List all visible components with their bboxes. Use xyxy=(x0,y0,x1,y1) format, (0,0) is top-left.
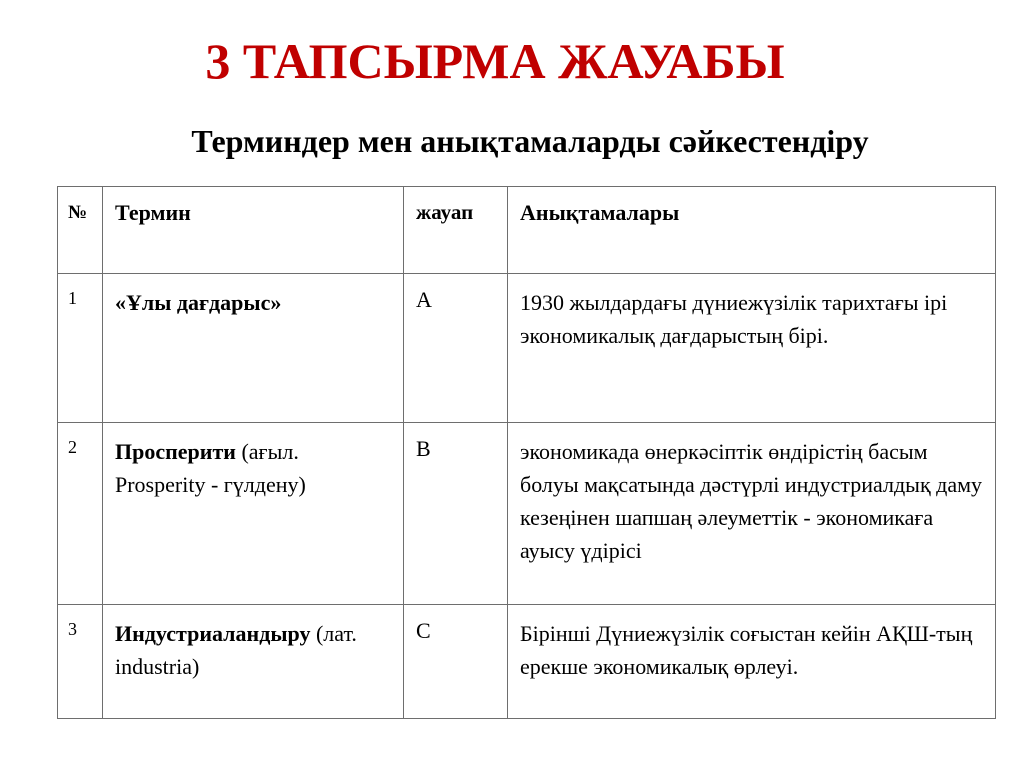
row-definition-cell xyxy=(508,274,996,423)
term-name: «Ұлы дағдарыс» xyxy=(115,290,282,315)
table-header-row xyxy=(58,187,996,274)
header-cell-term xyxy=(103,187,404,274)
page-title: 3 ТАПСЫРМА ЖАУАБЫ xyxy=(205,33,785,89)
row-answer: A xyxy=(416,287,432,312)
page-subtitle: Терминдер мен анықтамаларды сәйкестендіру xyxy=(191,123,869,159)
row-answer: B xyxy=(416,436,431,461)
term-note: (лат. industria) xyxy=(115,621,357,679)
row-term xyxy=(103,274,403,319)
row-definition-cell xyxy=(508,423,996,605)
table-row xyxy=(58,423,996,605)
row-definition-cell xyxy=(508,605,996,719)
row-answer: C xyxy=(416,618,431,643)
row-num-cell xyxy=(58,605,103,719)
header-num: № xyxy=(68,202,88,223)
row-definition: экономикада өнеркәсіптік өндірістің басым болуы мақсатында дәстүрлі индустриалдық даму кезеңінен шапшаң әлеуметтік - экономикаға ауысу үдірісі xyxy=(520,439,983,563)
header-cell-num xyxy=(58,187,103,274)
row-definition: Бірінші Дүниежүзілік соғыстан кейін АҚШ-тың ерекше экономикалық өрлеуі. xyxy=(520,621,973,679)
term-name: Просперити xyxy=(115,439,236,464)
header-definition: Анықтамалары xyxy=(520,200,680,225)
row-term xyxy=(103,605,403,683)
row-num: 2 xyxy=(68,437,77,457)
row-num: 1 xyxy=(68,288,77,308)
header-cell-answer xyxy=(404,187,508,274)
row-term-cell xyxy=(103,605,404,719)
row-definition: 1930 жылдардағы дүниежүзілік тарихтағы ірі экономикалық дағдарыстың бірі. xyxy=(520,290,948,348)
row-term-cell xyxy=(103,423,404,605)
term-name: Индустриаландыру xyxy=(115,621,311,646)
header-cell-definition xyxy=(508,187,996,274)
header-term: Термин xyxy=(115,200,191,225)
row-term-cell xyxy=(103,274,404,423)
table-row xyxy=(58,274,996,423)
row-answer-cell xyxy=(404,423,508,605)
header-answer: жауап xyxy=(416,200,474,224)
row-num-cell xyxy=(58,423,103,605)
terms-table xyxy=(57,186,996,719)
row-num-cell xyxy=(58,274,103,423)
row-answer-cell xyxy=(404,274,508,423)
row-num: 3 xyxy=(68,619,77,639)
row-answer-cell xyxy=(404,605,508,719)
row-term xyxy=(103,423,403,501)
table-row xyxy=(58,605,996,719)
term-note: (ағыл. Prosperity - гүлдену) xyxy=(115,439,306,497)
